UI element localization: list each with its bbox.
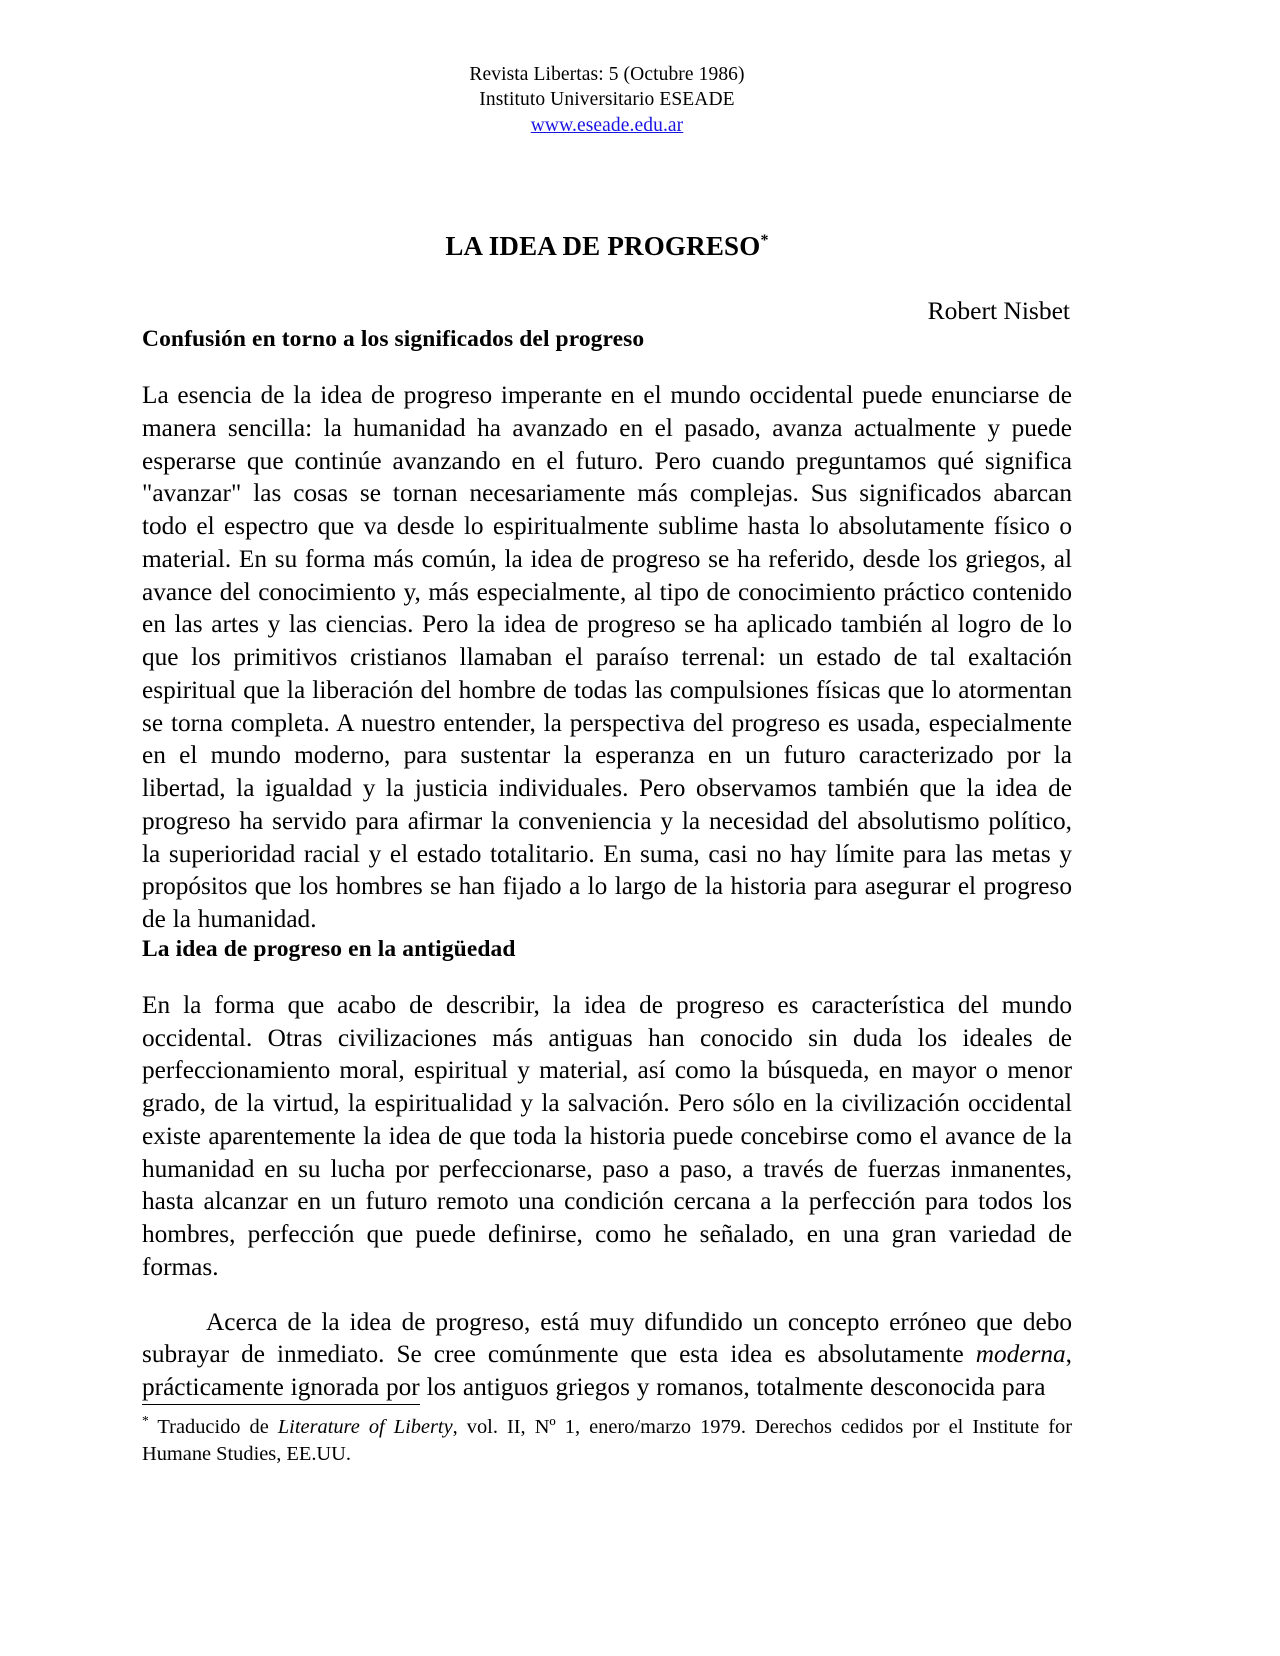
masthead-institution-line: Instituto Universitario ESEADE <box>479 89 735 111</box>
page-content <box>142 0 1072 1404</box>
footnote-italic-title: Literature of Liberty <box>277 1416 453 1438</box>
section-paragraph-confusion: La esencia de la idea de progreso imperante en el mundo occidental puede enunciarse de manera sencilla: la humanidad ha avanzado en el pasado, avanza actualmente y puede esperarse que continúe avanzando en el futuro. Pero cuando preguntamos qué significa "avanzar" las cosas se tornan necesariamente más complejas. Sus significados abarcan todo el espectro que va desde lo espiritualmente sublime hasta lo absolutamente físico o material. En su forma más común, la idea de progreso se ha referido, desde los griegos, al avance del conocimiento y, más especialmente, al tipo de conocimiento práctico contenido en las artes y las ciencias. Pero la idea de progreso se ha aplicado también al logro de lo que los primitivos cristianos llamaban el paraíso terrenal: un estado de tal exaltación espiritual que la liberación del hombre de todas las compulsiones físicas que lo atormentan se torna completa. A nuestro entender, la perspectiva del progreso es usada, especialmente en el mundo moderno, para sustentar la esperanza en un futuro caracterizado por la libertad, la igualdad y la justicia individuales. Pero observamos también que la idea de progreso ha servido para afirmar la conveniencia y la necesidad del absolutismo político, la superioridad racial y el estado totalitario. En suma, casi no hay límite para las metas y propósitos que los hombres se han fijado a lo largo de la historia para asegurar el progreso de la humanidad. <box>142 381 1072 934</box>
footnote-text <box>142 1414 1072 1467</box>
masthead-url-line <box>142 113 1072 138</box>
footnote-part-1: Traducido de <box>148 1416 278 1438</box>
section-heading-confusion: Confusión en torno a los significados del progreso <box>142 326 645 353</box>
footnote-marker: * <box>142 1413 149 1429</box>
footnote-part-2: , vol. II, Nº 1, enero/marzo 1979. Derechos cedidos por el Institute for Humane Studies, EE.UU. <box>142 1416 1072 1465</box>
title-footnote-marker: * <box>760 232 769 250</box>
closing-paragraph-italic-word: moderna <box>975 1340 1066 1369</box>
closing-paragraph-part-1: Acerca de la idea de progreso, está muy difundido un concepto erróneo que debo subrayar de inmediato. Se cree comúnmente que esta idea es absolutamente <box>142 1307 1072 1369</box>
author-name: Robert Nisbet <box>927 296 1070 326</box>
section-paragraph-antiguedad: En la forma que acabo de describir, la idea de progreso es característica del mundo occidental. Otras civilizaciones más antiguas han conocido sin duda los ideales de perfeccionamiento moral, espiritual y material, así como la búsqueda, en mayor o menor grado, de la virtud, la espiritualidad y la salvación. Pero sólo en la civilización occidental existe aparentemente la idea de que toda la historia puede concebirse como el avance de la humanidad en su lucha por perfeccionarse, paso a paso, a través de fuerzas inmanentes, hasta alcanzar en un futuro remoto una condición cercana a la perfección para todos los hombres, perfección que puede definirse, como he señalado, en una gran variedad de formas. <box>142 990 1072 1281</box>
closing-paragraph <box>142 1284 1072 1404</box>
eseade-website-link[interactable]: www.eseade.edu.ar <box>530 114 684 136</box>
page-title-text: LA IDEA DE PROGRESO <box>445 231 761 262</box>
footnote-area <box>142 1404 1072 1467</box>
closing-paragraph-part-2: , prácticamente ignorada por los antiguos griegos y romanos, totalmente desconocida para <box>142 1340 1072 1402</box>
page-title <box>142 138 1072 262</box>
section-heading-antiguedad: La idea de progreso en la antigüedad <box>142 935 516 962</box>
footnote-separator-rule <box>142 1404 420 1405</box>
masthead-journal-line: Revista Libertas: 5 (Octubre 1986) <box>469 64 745 85</box>
masthead <box>142 0 1072 138</box>
